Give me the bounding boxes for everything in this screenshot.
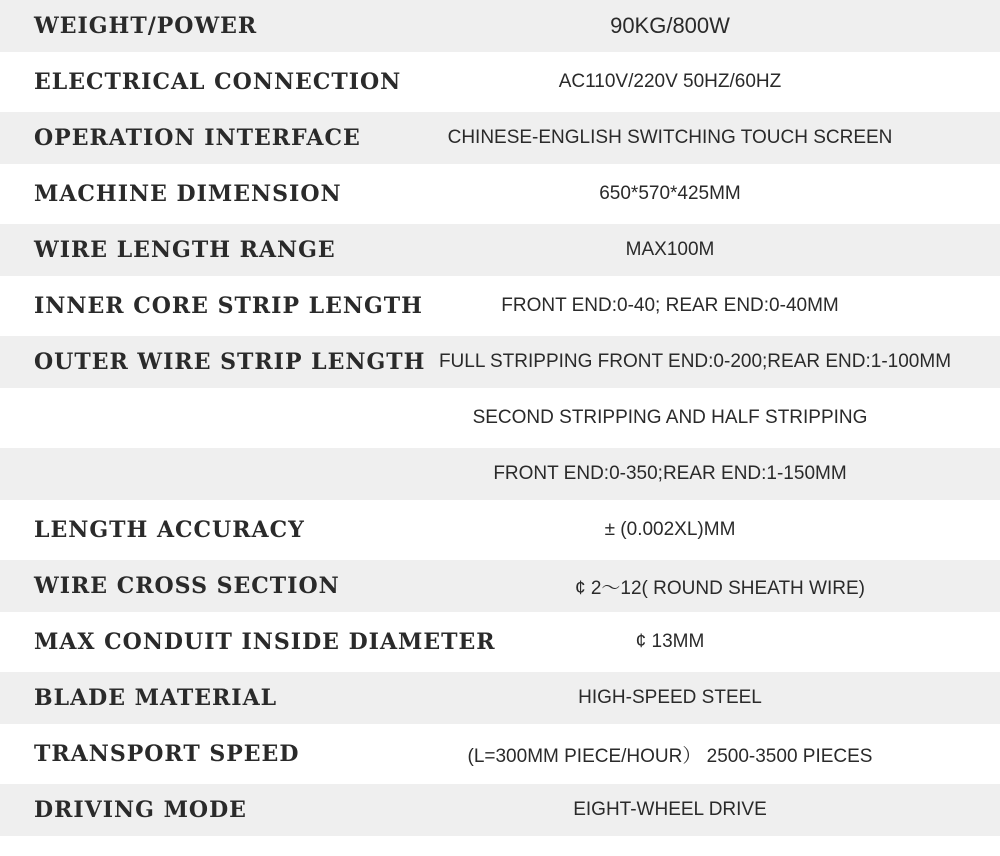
spec-row-wire-cross-section [0, 560, 1000, 612]
spec-label: OUTER WIRE STRIP LENGTH [34, 349, 426, 375]
spec-row-machine-dimension [0, 168, 1000, 220]
spec-value: (L=300MM PIECE/HOUR） 2500-3500 PIECES [467, 745, 873, 767]
spec-value: EIGHT-WHEEL DRIVE [573, 799, 767, 820]
spec-label: DRIVING MODE [34, 797, 247, 823]
spec-row-inner-core-strip-length [0, 280, 1000, 332]
spec-row-second-stripping [0, 392, 1000, 444]
spec-label: WIRE LENGTH RANGE [34, 237, 336, 263]
spec-value: FULL STRIPPING FRONT END:0-200;REAR END:1-100MM [438, 351, 952, 372]
spec-label: ELECTRICAL CONNECTION [34, 69, 402, 95]
spec-row-length-accuracy [0, 504, 1000, 556]
spec-value: ¢ 2～12( ROUND SHEATH WIRE) [575, 577, 865, 599]
spec-label: LENGTH ACCURACY [34, 517, 305, 543]
spec-label: TRANSPORT SPEED [34, 741, 300, 767]
spec-row-front-rear-end [0, 448, 1000, 500]
spec-label: MAX CONDUIT INSIDE DIAMETER [34, 629, 496, 655]
spec-value: AC110V/220V 50HZ/60HZ [558, 71, 782, 92]
spec-row-driving-mode [0, 784, 1000, 836]
spec-row-outer-wire-strip-length [0, 336, 1000, 388]
spec-value: MAX100M [625, 239, 715, 260]
spec-label: BLADE MATERIAL [34, 685, 278, 711]
spec-row-max-conduit-inside-diameter [0, 616, 1000, 668]
spec-value: ¢ 13MM [635, 631, 705, 652]
spec-row-operation-interface [0, 112, 1000, 164]
spec-value: 650*570*425MM [599, 183, 741, 204]
spec-label: OPERATION INTERFACE [34, 125, 361, 151]
spec-label: WIRE CROSS SECTION [34, 573, 340, 599]
spec-value: SECOND STRIPPING AND HALF STRIPPING [472, 407, 868, 428]
spec-label: WEIGHT/POWER [34, 13, 258, 39]
spec-value: CHINESE-ENGLISH SWITCHING TOUCH SCREEN [447, 127, 893, 148]
spec-row-weight-power [0, 0, 1000, 52]
spec-label: MACHINE DIMENSION [34, 181, 342, 207]
spec-row-blade-material [0, 672, 1000, 724]
spec-label: INNER CORE STRIP LENGTH [34, 293, 423, 319]
spec-value: ± (0.002XL)MM [604, 519, 736, 540]
spec-value: FRONT END:0-40; REAR END:0-40MM [501, 295, 839, 316]
spec-value: FRONT END:0-350;REAR END:1-150MM [493, 463, 847, 484]
spec-value: HIGH-SPEED STEEL [578, 687, 762, 708]
spec-row-wire-length-range [0, 224, 1000, 276]
spec-value: 90KG/800W [610, 13, 730, 38]
spec-row-transport-speed [0, 728, 1000, 780]
spec-row-electrical-connection [0, 56, 1000, 108]
